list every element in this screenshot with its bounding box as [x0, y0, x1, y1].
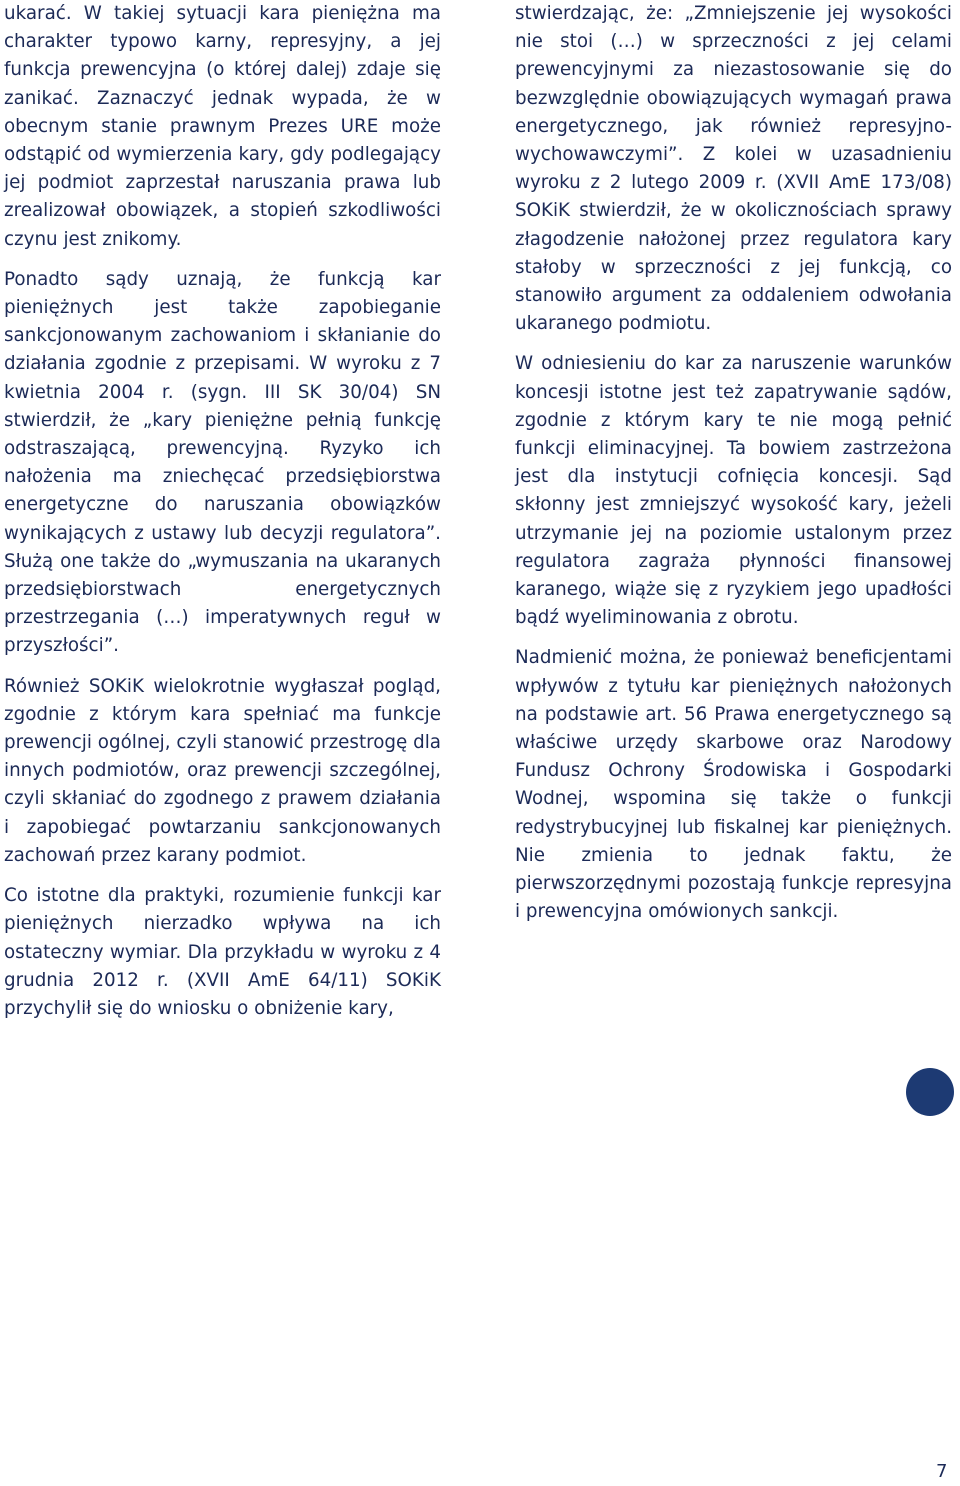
paragraph: Również SOKiK wielokrotnie wygłaszał pogląd, zgodnie z którym kara spełniać ma funkcje prewencji ogólnej, czyli stanowić przestrogę dla innych podmiotów, oraz prewencji szczególnej, czyli skłaniać do zgodnego z prawem działania i zapobiegać powtarzaniu sankcjonowanych zachowań przez karany podmiot. [4, 675, 441, 866]
left-column [4, 0, 441, 1035]
right-column [515, 0, 952, 939]
paragraph: stwierdzając, że: „Zmniejszenie jej wysokości nie stoi (…) w sprzeczności z jej celami prewencyjnymi za niezastosowanie się do bezwzględnie obowiązujących wymagań prawa energetycznego, jak również represyjno-wychowawczymi”. Z kolei w uzasadnieniu wyroku z 2 lutego 2009 r. (XVII AmE 173/08) SOKiK stwierdził, że w okolicznościach sprawy złagodzenie nałożonej przez regulatora kary stałoby w sprzeczności z jej funkcją, co stanowiło argument za oddaleniem odwołania ukaranego podmiotu. [515, 3, 952, 335]
paragraph: Co istotne dla praktyki, rozumienie funkcji kar pieniężnych nierzadko wpływa na ich ostateczny wymiar. Dla przykładu w wyroku z 4 grudnia 2012 r. (XVII AmE 64/11) SOKiK przychylił się do wniosku o obniżenie kary, [4, 885, 441, 1019]
paragraph: W odniesieniu do kar za naruszenie warunków koncesji istotne jest też zapatrywanie sądów, zgodnie z którym kary te nie mogą pełnić funkcji eliminacyjnej. Ta bowiem zastrzeżona jest dla instytucji cofnięcia koncesji. Sąd skłonny jest zmniejszyć wysokość kary, jeżeli utrzymanie jej na poziomie ustalonym przez regulatora zagraża płynności finansowej karanego, wiąże się z ryzykiem jego upadłości bądź wyeliminowania z obrotu. [515, 353, 952, 629]
paragraph: ukarać. W takiej sytuacji kara pieniężna ma charakter typowo karny, represyjny, a jej funkcja prewencyjna (o której dalej) zdaje się zanikać. Zaznaczyć jednak wypada, że w obecnym stanie prawnym Prezes URE może odstąpić od wymierzenia kary, gdy podlegający jej podmiot zaprzestał naruszania prawa lub zrealizował obowiązek, a stopień szkodliwości czynu jest znikomy. [4, 3, 441, 250]
decorative-circle-icon [906, 1068, 954, 1116]
page-number: 7 [936, 1461, 948, 1482]
paragraph: Ponadto sądy uznają, że funkcją kar pieniężnych jest także zapobieganie sankcjonowanym zachowaniom i skłanianie do działania zgodnie z przepisami. W wyroku z 7 kwietnia 2004 r. (sygn. III SK 30/04) SN stwierdził, że „kary pieniężne pełnią funkcję odstraszającą, prewencyjną. Ryzyko ich nałożenia ma zniechęcać przedsiębiorstwa energetyczne do naruszania obowiązków wynikających z ustawy lub decyzji regulatora”. Służą one także do „wymuszania na ukaranych przedsiębiorstwach energetycznych przestrzegania (…) imperatywnych reguł w przyszłości”. [4, 268, 441, 657]
paragraph: Nadmienić można, że ponieważ beneficjentami wpływów z tytułu kar pieniężnych nałożonych na podstawie art. 56 Prawa energetycznego są właściwe urzędy skarbowe oraz Narodowy Fundusz Ochrony Środowiska i Gospodarki Wodnej, wspomina się także o funkcji redystrybucyjnej lub fiskalnej kar pieniężnych. Nie zmienia to jednak faktu, że pierwszorzędnymi pozostają funkcje represyjna i prewencyjna omówionych sankcji. [515, 647, 952, 923]
